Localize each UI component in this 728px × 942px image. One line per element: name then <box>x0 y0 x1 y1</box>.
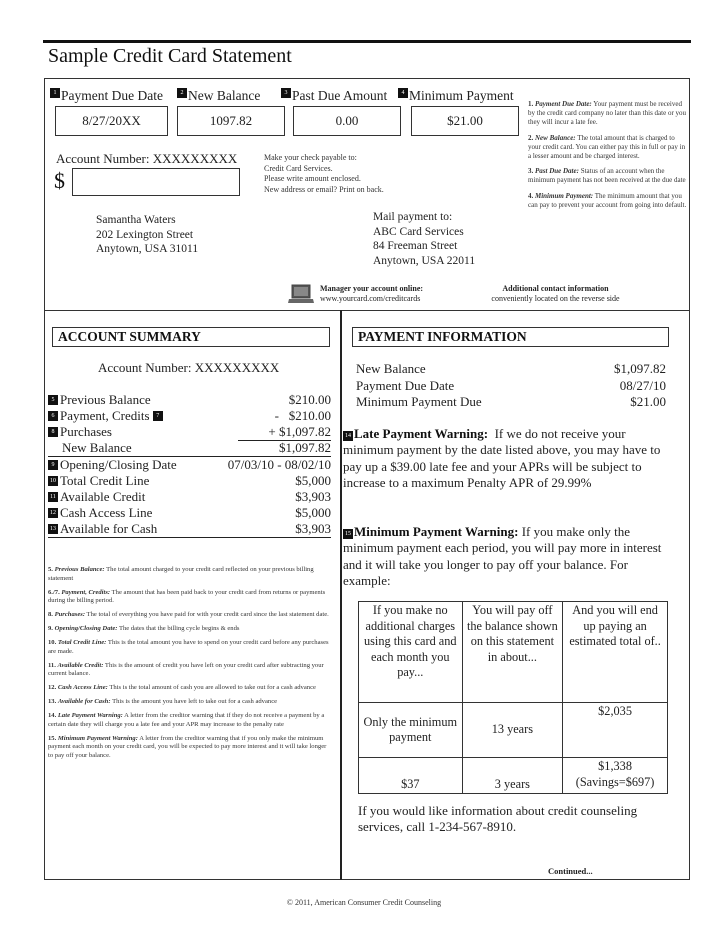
row-new-balance: New Balance $1,097.82 <box>356 361 666 376</box>
amount-enclosed-field[interactable] <box>72 168 240 196</box>
table-header-row <box>359 602 668 703</box>
field-payment-due-date <box>50 88 170 136</box>
dollar-sign: $ <box>54 168 65 193</box>
online-account-info: Manager your account online: www.yourcard.com/creditcards <box>320 284 424 303</box>
mail-to-address: Mail payment to: ABC Card Services 84 Freeman Street Anytown, USA 22011 <box>373 211 476 267</box>
row-opening-closing-date: 9 Opening/Closing Date 07/03/10 - 08/02/10 <box>48 457 331 473</box>
row-cash-access-line: 12 Cash Access Line $5,000 <box>50 505 331 521</box>
definition-12: 12. Cash Access Line: This is the total amount of cash you are allowed to take out for a cash advance <box>48 684 316 691</box>
table-cell: $2,035 <box>563 703 668 758</box>
row-new-balance: New Balance $1,097.82 <box>48 441 331 457</box>
summary-definitions <box>48 566 333 766</box>
note-4: 4. Minimum Payment: The minimum amount that you can pay to prevent your account from going into default. <box>528 191 687 209</box>
table-cell: $1,338 (Savings=$697) <box>563 758 668 794</box>
past-due-amount-value: 0.00 <box>293 106 401 136</box>
row-purchases: 8 Purchases + $1,097.82 <box>48 424 331 440</box>
laptop-icon <box>288 284 314 304</box>
number-badge: 13 <box>50 526 56 533</box>
row-available-credit: 11 Available Credit $3,903 <box>48 489 331 505</box>
table-cell: Only the minimum payment <box>359 703 463 758</box>
row-total-credit-line: 10 Total Credit Line $5,000 <box>50 473 331 489</box>
field-new-balance <box>177 88 287 136</box>
contact-info: Additional contact information conveniently located on the reverse side <box>491 284 620 303</box>
table-header-cell: And you will end up paying an estimated total of.. <box>563 602 668 703</box>
number-badge: 8 <box>48 427 58 437</box>
definition-14: 14. Late Payment Warning: A letter from the creditor warning that if they do not receive a payment by a certain date they will charge you a late fee and your APR may increase to the penalty rate <box>48 712 325 728</box>
new-balance-value: 1097.82 <box>177 106 285 136</box>
table-header-cell: You will pay off the balance shown on this statement in about... <box>462 602 563 703</box>
account-summary-header: ACCOUNT SUMMARY <box>52 327 330 347</box>
definition-11: 11. Available Credit: This is the amount of credit you have left on your credit card after subtracting your current balance. <box>48 661 324 677</box>
number-badge: 2 <box>177 88 187 98</box>
late-payment-warning: 14 Late Payment Warning: If we do not receive your minimum payment by the date listed above, you may have to pay up a $39.00 late fee and your APRs will be subject to increase to a maximum Penalty APR of 29.99% <box>343 426 664 490</box>
row-available-for-cash: 13 Available for Cash $3,903 <box>50 521 331 537</box>
stub-account-number: Account Number: XXXXXXXXX <box>56 151 238 166</box>
note-2: 2. New Balance: The total amount that is charged to your credit card. You can either pay this in full or pay in a lesser amount and be charged interest. <box>528 133 686 161</box>
definition-9: 9. Opening/Closing Date: The dates that the billing cycle begins & ends <box>48 625 240 632</box>
row-previous-balance: 5 Previous Balance $210.00 <box>48 392 331 408</box>
payment-information-list <box>356 361 666 411</box>
number-badge: 10 <box>50 478 56 485</box>
customer-address: Samantha Waters 202 Lexington Street Anytown, USA 31011 <box>96 214 199 255</box>
number-badge: 9 <box>48 460 58 470</box>
top-rule <box>43 40 691 43</box>
number-badge: 4 <box>398 88 408 98</box>
number-badge: 7 <box>153 411 163 421</box>
minimum-payment-example-table <box>358 601 668 794</box>
field-minimum-payment <box>398 88 518 136</box>
row-payment-due-date: Payment Due Date 08/27/10 <box>356 377 666 393</box>
definition-8: 8. Purchases: The total of everything you have paid for with your credit card since the last statement date. <box>48 611 329 618</box>
minimum-payment-warning: 15 Minimum Payment Warning: If you make only the minimum payment each period, you will pay more in interest and it will take you longer to pay off your balance. For example: <box>343 524 662 588</box>
table-cell: 3 years <box>462 758 563 794</box>
credit-counseling-info: If you would like information about credit counseling services, call 1-234-567-8910. <box>358 803 638 834</box>
definition-5: 5. Previous Balance: The total amount charged to your credit card reflected on your previous billing statement <box>48 566 314 582</box>
table-row <box>359 758 668 794</box>
note-1: 1. Payment Due Date: Your payment must be received by the credit card company no later than this date or you they will incur a late fee. <box>528 100 687 127</box>
table-cell: 13 years <box>462 703 563 758</box>
copyright-footer: © 2011, American Consumer Credit Counseling <box>286 898 442 907</box>
definition-15: 15. Minimum Payment Warning: A letter from the creditor warning that if you only make the minimum payment each month on your credit card, you will be expected to pay more interest and it will take longer to pay off your balance. <box>48 734 327 759</box>
field-label: New Balance <box>188 88 261 103</box>
number-badge: 1 <box>50 88 60 98</box>
number-badge: 11 <box>48 492 58 502</box>
table-row <box>359 703 668 758</box>
definition-13: 13. Available for Cash: This is the amount you have left to take out for a cash advance <box>48 698 278 705</box>
definition-10: 10. Total Credit Line: This is the total amount you have to spend on your credit card before any purchases are made. <box>48 639 329 655</box>
payment-information-header: PAYMENT INFORMATION <box>352 327 669 347</box>
field-label: Payment Due Date <box>61 88 163 103</box>
row-payment-credits: 6 Payment, Credits 7 - $210.00 <box>48 408 331 424</box>
definition-6-7: 6./7. Payment, Credits: The amount that has been paid back to your credit card from returns or payments during the billing period. <box>48 588 326 604</box>
table-header-cell: If you make no additional charges using this card and each month you pay... <box>359 602 463 703</box>
account-summary-list <box>48 392 331 538</box>
field-label: Past Due Amount <box>292 88 388 103</box>
note-3: 3. Past Due Date: Status of an account when the minimum payment has not been received at the due date <box>528 167 686 185</box>
number-badge: 3 <box>281 88 291 98</box>
account-url[interactable]: www.yourcard.com/creditcards <box>320 294 421 303</box>
number-badge: 14 <box>345 433 351 439</box>
number-badge: 6 <box>48 411 58 421</box>
row-minimum-payment-due: Minimum Payment Due $21.00 <box>356 394 666 409</box>
minimum-payment-value: $21.00 <box>411 106 519 136</box>
stub-definitions <box>528 100 688 216</box>
number-badge: 5 <box>48 395 58 405</box>
check-instructions: Make your check payable to: Credit Card Services. Please write amount enclosed. New address or email? Print on back. <box>264 153 384 194</box>
payment-due-date-value: 8/27/20XX <box>55 106 168 136</box>
column-divider <box>340 310 342 880</box>
page-title: Sample Credit Card Statement <box>48 45 292 67</box>
summary-account-number: Account Number: XXXXXXXXX <box>98 360 280 375</box>
continued-label: Continued... <box>548 866 593 876</box>
field-label: Minimum Payment <box>409 88 514 103</box>
number-badge: 12 <box>50 510 56 517</box>
table-cell: $37 <box>359 758 463 794</box>
field-past-due-amount <box>281 88 401 136</box>
number-badge: 15 <box>345 531 351 537</box>
